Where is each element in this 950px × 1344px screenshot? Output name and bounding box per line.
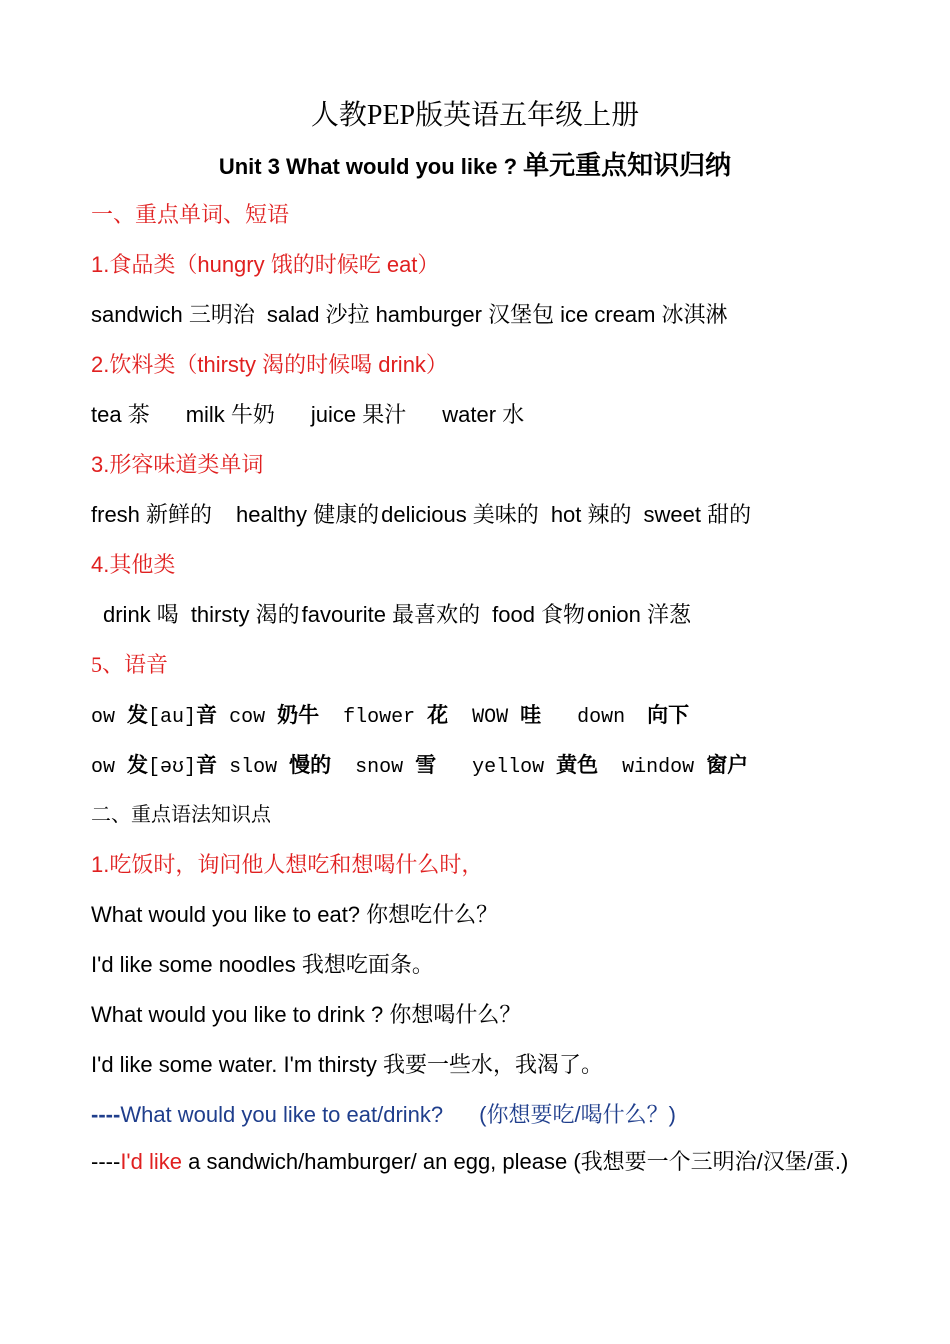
phonics-meaning: 花 [427,703,449,727]
subtitle-english: Unit 3 What would you like ? [218,154,518,179]
example-sentence: What would you like to eat? 你想吃什么？ [91,902,499,927]
phonics-row-au [91,700,871,733]
category-food-heading: 1.食品类（hungry 饿的时候吃 eat） [91,252,440,277]
word-item: salad 沙拉 [266,302,370,327]
category-other-words [103,600,883,630]
phonics-meaning: 雪 [415,753,437,777]
subtitle-chinese: 单元重点知识归纳 [523,151,732,181]
phonics-word: [əʊ] [148,756,197,779]
phonics-word: ow [91,756,116,779]
word-item: juice 果汁 [310,402,407,427]
pattern-question [91,1100,871,1130]
phonics-meaning: 慢的 [289,753,332,777]
phonics-meaning: 音 [196,703,218,727]
pattern-dash: ---- [91,1149,121,1174]
word-item: hamburger 汉堡包 [375,302,555,327]
phonics-meaning: 窗户 [706,753,749,777]
word-item: fresh 新鲜的 [91,502,213,527]
phonics-word: yellow [472,756,545,779]
phonics-row-ou [91,750,871,783]
section-heading-grammar: 二、重点语法知识点 [91,804,271,826]
phonics-word: flower [343,706,416,729]
pattern-answer-rest: a sandwich/hamburger/ an egg, please (我想要一个三明治/汉堡/蛋.) [181,1149,849,1174]
word-item: favourite 最喜欢的 [301,602,481,627]
word-item: tea 茶 [91,402,150,427]
phonics-meaning: 黄色 [556,753,599,777]
word-item: drink 喝 [103,602,179,627]
pattern-question-text: What would you like to eat/drink? [120,1102,444,1127]
phonics-meaning: 哇 [520,703,542,727]
pattern-answer [91,1137,861,1187]
page-title: 人教PEP版英语五年级上册 [310,100,640,131]
category-taste-heading: 3.形容味道类单词 [91,452,264,477]
category-drinks-heading: 2.饮料类（thirsty 渴的时候喝 drink） [91,352,448,377]
word-item: delicious 美味的 [381,502,539,527]
phonics-word: WOW [472,706,509,729]
phonics-meaning: 发 [127,753,149,777]
word-item: thirsty 渴的 [190,602,300,627]
word-item: water 水 [442,402,525,427]
category-phonics-heading: 5、语音 [91,652,169,677]
phonics-meaning: 向下 [647,703,690,727]
phonics-meaning: 奶牛 [277,703,320,727]
category-taste-words [91,500,871,530]
word-item: milk 牛奶 [185,402,275,427]
word-item: food 食物 [492,602,586,627]
category-food-words [91,300,871,330]
phonics-word: [au] [148,706,197,729]
page-subtitle [0,148,950,185]
example-sentence: What would you like to drink ? 你想喝什么？ [91,1002,522,1027]
phonics-word: down [577,706,626,729]
example-sentence: I'd like some water. I'm thirsty 我要一些水，我渴了。 [91,1052,604,1077]
pattern-answer-lead: I'd like [120,1149,182,1174]
example-sentence: I'd like some noodles 我想吃面条。 [91,952,434,977]
phonics-word: window [622,756,695,779]
grammar-point-heading: 1.吃饭时，询问他人想吃和想喝什么时， [91,852,484,877]
pattern-question-translation: (你想要吃/喝什么？) [479,1102,676,1127]
word-item: onion 洋葱 [587,602,691,627]
category-other-heading: 4.其他类 [91,552,176,577]
category-drinks-words [91,400,871,430]
phonics-meaning: 发 [127,703,149,727]
word-item: healthy 健康的 [236,502,380,527]
section-heading-vocabulary: 一、重点单词、短语 [91,202,290,227]
word-item: sandwich 三明治 [91,302,255,327]
phonics-meaning: 音 [196,753,218,777]
phonics-word: snow [355,756,404,779]
phonics-word: cow [229,706,266,729]
word-item: sweet 甜的 [643,502,752,527]
phonics-word: slow [229,756,278,779]
word-item: hot 辣的 [550,502,632,527]
word-item: ice cream 冰淇淋 [560,302,728,327]
pattern-dash: ---- [91,1102,121,1127]
phonics-word: ow [91,706,116,729]
